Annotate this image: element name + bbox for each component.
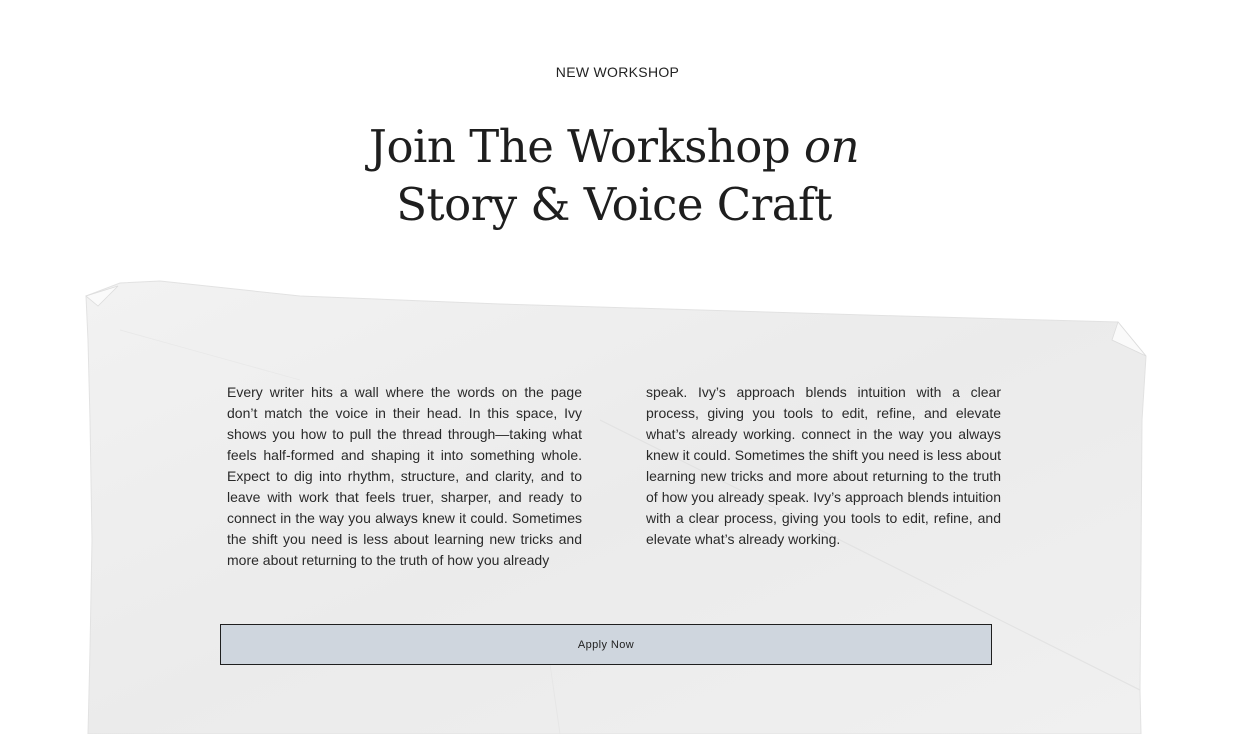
title-line1: Join The Workshop bbox=[368, 120, 804, 173]
apply-now-button[interactable]: Apply Now bbox=[220, 624, 992, 665]
page-title bbox=[0, 118, 1228, 234]
description-left-column: Every writer hits a wall where the words on the page don’t match the voice in their head. In this space, Ivy shows you how to pull the thread through—taking what feels half-formed and shaping it into something whole. Expect to dig into rhythm, structure, and clarity, and to leave with work that feels truer, sharper, and ready to connect in the way you always knew it could. Sometimes the shift you need is less about learning new tricks and more about returning to the truth of how you already bbox=[227, 384, 582, 568]
description-right-column: speak. Ivy’s approach blends intuition with a clear process, giving you tools to edit, refine, and elevate what’s already working. connect in the way you always knew it could. Sometimes the shift you need is less about learning new tricks and more about returning to the truth of how you already speak. Ivy’s approach blends intuition with a clear process, giving you tools to edit, refine, and elevate what’s already working. bbox=[646, 384, 1001, 547]
title-italic: on bbox=[804, 120, 860, 173]
title-line2: Story & Voice Craft bbox=[396, 178, 832, 231]
eyebrow-label: NEW WORKSHOP bbox=[555, 64, 680, 80]
